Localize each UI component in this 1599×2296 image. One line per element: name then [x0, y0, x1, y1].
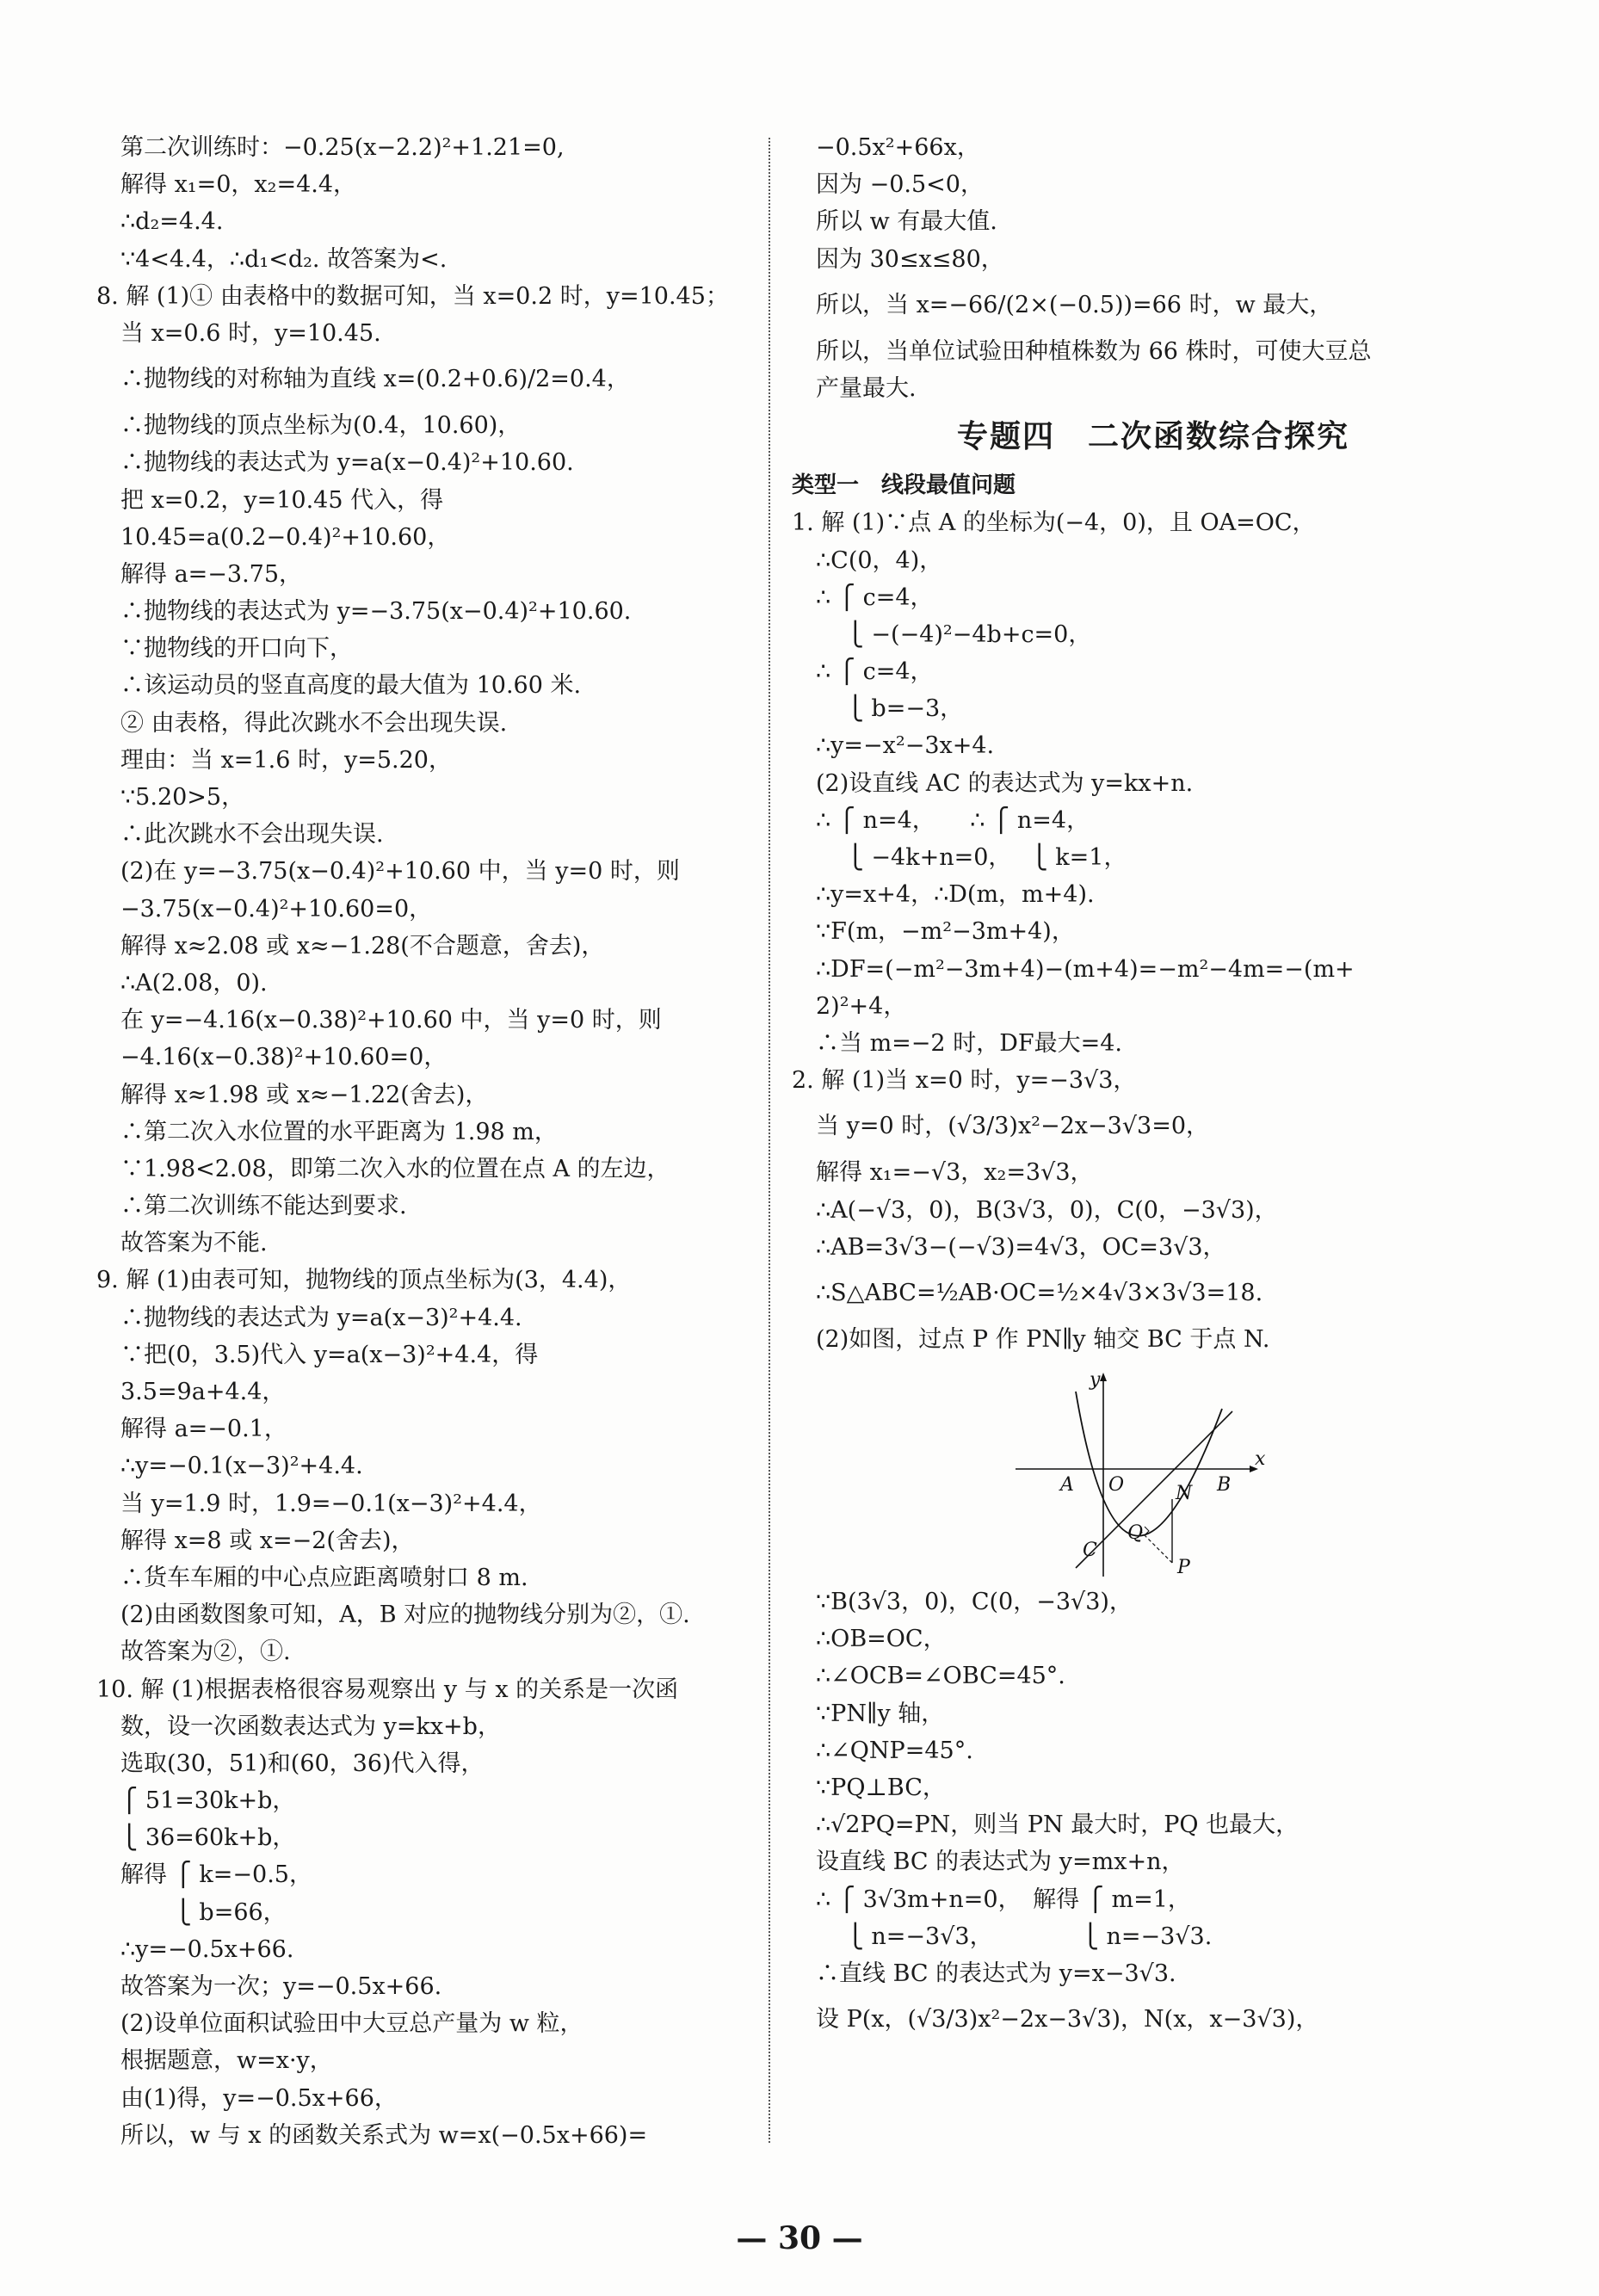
text-line: 在 y=−4.16(x−0.38)²+10.60 中，当 y=0 时，则 — [120, 1007, 662, 1034]
text-line: 解得 ⎧ k=−0.5， — [120, 1861, 312, 1889]
label-q: Q — [1127, 1522, 1144, 1545]
parabola-figure — [1007, 1370, 1265, 1577]
text-line: ∴第二次入水位置的水平距离为 1.98 m， — [120, 1118, 558, 1145]
text-line: 当 y=1.9 时，1.9=−0.1(x−3)²+4.4， — [120, 1490, 542, 1517]
text-line: 当 y=0 时，(√3/3)x²−2x−3√3=0， — [816, 1113, 1210, 1140]
text-line: −0.5x²+66x， — [816, 134, 980, 161]
text-line: 理由：当 x=1.6 时，y=5.20， — [120, 746, 452, 774]
text-line: ∴OB=OC， — [816, 1626, 947, 1653]
text-line: ∵PN∥y 轴， — [816, 1700, 945, 1727]
text-line: ∴直线 BC 的表达式为 y=x−3√3. — [816, 1960, 1176, 1987]
label-y: y — [1090, 1370, 1101, 1392]
label-b: B — [1217, 1474, 1232, 1497]
text-line: 故答案为一次；y=−0.5x+66. — [120, 1973, 442, 2000]
text-line: 根据题意，w=x·y， — [120, 2047, 333, 2075]
label-c: C — [1083, 1540, 1097, 1562]
label-p: P — [1177, 1557, 1190, 1577]
text-line: 因为 30≤x≤80， — [816, 245, 1004, 273]
text-line: ∴抛物线的表达式为 y=a(x−0.4)²+10.60. — [120, 449, 574, 477]
text-line: ∵4<4.4，∴d₁<d₂. 故答案为<. — [120, 245, 448, 273]
text-line: 选取(30，51)和(60，36)代入得， — [120, 1750, 485, 1777]
text-line: ∵PQ⊥BC， — [816, 1774, 946, 1801]
text-line: 数，设一次函数表达式为 y=kx+b， — [120, 1713, 501, 1740]
text-line: ⎩ b=−3， — [816, 695, 964, 723]
text-line: (2)由函数图象可知，A，B 对应的抛物线分别为②，①. — [120, 1602, 690, 1629]
text-line: 所以，当单位试验田种植株数为 66 株时，可使大豆总 — [816, 337, 1372, 365]
right-column — [792, 129, 1515, 2047]
y-axis-arrow — [1100, 1373, 1107, 1381]
text-line: ∴ ⎧ n=4， ∴ ⎧ n=4， — [816, 806, 1090, 834]
text-line: ∵1.98<2.08，即第二次入水的位置在点 A 的左边， — [120, 1155, 670, 1182]
text-line: 所以 w 有最大值. — [816, 208, 997, 236]
subsection-heading: 类型一 线段最值问题 — [792, 472, 1016, 499]
text-line: 所以，当 x=−66/(2×(−0.5))=66 时，w 最大， — [816, 291, 1333, 318]
text-line: ∴A(2.08，0). — [120, 969, 268, 997]
text-line: ∴DF=(−m²−3m+4)−(m+4)=−m²−4m=−(m+ — [816, 955, 1355, 983]
text-line: 故答案为不能. — [120, 1230, 268, 1257]
text-line: ∴抛物线的对称轴为直线 x=(0.2+0.6)/2=0.4， — [120, 366, 630, 393]
text-line: ∴ ⎧ 3√3m+n=0， 解得 ⎧ m=1， — [816, 1886, 1191, 1913]
segment-pq — [1140, 1531, 1172, 1563]
text-line: 所以，w 与 x 的函数关系式为 w=x(−0.5x+66)= — [120, 2121, 648, 2149]
text-line: (2)设直线 AC 的表达式为 y=kx+n. — [816, 769, 1194, 797]
text-line: ∴y=−0.1(x−3)²+4.4. — [120, 1453, 363, 1480]
text-line: 3.5=9a+4.4， — [120, 1379, 286, 1405]
text-line: ∴抛物线的表达式为 y=a(x−3)²+4.4. — [120, 1304, 522, 1331]
parabola-curve — [1076, 1392, 1222, 1536]
text-line: (2)在 y=−3.75(x−0.4)²+10.60 中，当 y=0 时，则 — [120, 858, 680, 886]
text-line: 第二次训练时：−0.25(x−2.2)²+1.21=0, — [120, 134, 565, 161]
text-line: ∴抛物线的顶点坐标为(0.4，10.60)， — [120, 412, 522, 440]
text-line: ∴y=x+4，∴D(m，m+4). — [816, 881, 1095, 909]
parabola-diagram — [1007, 1370, 1265, 1577]
text-line: (2)设单位面积试验田中大豆总产量为 w 粒， — [120, 2010, 583, 2038]
text-line: ∴∠QNP=45°. — [816, 1737, 973, 1764]
text-line: 解得 x₁=0，x₂=4.4， — [120, 171, 357, 199]
label-o: O — [1108, 1474, 1125, 1497]
text-line: ∴√2PQ=PN，则当 PN 最大时，PQ 也最大， — [816, 1811, 1300, 1839]
text-line: 9. 解 (1)由表可知，抛物线的顶点坐标为(3，4.4)， — [96, 1267, 632, 1294]
text-line: ∴∠OCB=∠OBC=45°. — [816, 1663, 1065, 1690]
text-line: 产量最大. — [816, 374, 917, 402]
text-line: ∵5.20>5， — [120, 784, 245, 811]
text-line: ∴C(0，4)， — [816, 546, 943, 574]
text-line: ∴y=−0.5x+66. — [120, 1935, 294, 1963]
text-line: 2)²+4， — [816, 992, 907, 1020]
text-line: ⎩ −4k+n=0， ⎩ k=1， — [816, 844, 1127, 871]
right-column-top — [792, 129, 1515, 1358]
text-line: ∴该运动员的竖直高度的最大值为 10.60 米. — [120, 672, 582, 700]
text-line: 因为 −0.5<0， — [816, 171, 984, 199]
text-line: 8. 解 (1)① 由表格中的数据可知，当 x=0.2 时，y=10.45； — [96, 282, 729, 310]
section-heading: 专题四 二次函数综合探究 — [956, 419, 1349, 455]
text-line: 解得 x₁=−√3，x₂=3√3， — [816, 1159, 1094, 1187]
text-line: 解得 a=−3.75， — [120, 560, 303, 588]
text-line: ∴S△ABC=½AB·OC=½×4√3×3√3=18. — [816, 1279, 1263, 1306]
text-line: ⎩ b=66， — [120, 1898, 287, 1926]
text-line: 解得 a=−0.1， — [120, 1416, 287, 1443]
text-line: ∴此次跳水不会出现失误. — [120, 821, 384, 849]
text-line: 10. 解 (1)根据表格很容易观察出 y 与 x 的关系是一次函 — [96, 1676, 679, 1703]
text-line: ∴当 m=−2 时，DF最大=4. — [816, 1029, 1122, 1057]
right-column-bottom — [792, 1583, 1515, 2047]
text-line: 10.45=a(0.2−0.4)²+10.60， — [120, 523, 451, 551]
page-number: — 30 — — [736, 2220, 863, 2256]
text-line: 把 x=0.2，y=10.45 代入，得 — [120, 486, 444, 514]
text-line: −4.16(x−0.38)²+10.60=0， — [120, 1044, 448, 1071]
text-line: 由(1)得，y=−0.5x+66， — [120, 2084, 398, 2112]
text-line: 设 P(x，(√3/3)x²−2x−3√3)，N(x，x−3√3)， — [816, 2006, 1319, 2034]
text-line: ∴A(−√3，0)，B(3√3，0)，C(0，−3√3)， — [816, 1196, 1278, 1224]
text-line: ∵抛物线的开口向下， — [120, 635, 353, 663]
label-n: N — [1176, 1483, 1193, 1505]
text-line: 2. 解 (1)当 x=0 时，y=−3√3， — [792, 1067, 1137, 1095]
text-line: ⎩ 36=60k+b， — [120, 1824, 296, 1852]
text-line: ∴ ⎧ c=4， — [816, 583, 934, 611]
text-line: ⎩ −(−4)²−4b+c=0， — [816, 620, 1092, 648]
text-line: ∴y=−x²−3x+4. — [816, 732, 995, 760]
text-line: −3.75(x−0.4)²+10.60=0， — [120, 895, 433, 923]
text-line: ∵把(0，3.5)代入 y=a(x−3)²+4.4，得 — [120, 1341, 539, 1368]
text-line: ∴第二次训练不能达到要求. — [120, 1193, 407, 1220]
text-line: ∴抛物线的表达式为 y=−3.75(x−0.4)²+10.60. — [120, 598, 632, 626]
text-line: ∴AB=3√3−(−√3)=4√3，OC=3√3， — [816, 1233, 1226, 1261]
text-line: ∴ ⎧ c=4， — [816, 658, 934, 686]
text-line: 解得 x≈2.08 或 x≈−1.28(不合题意，舍去)， — [120, 932, 605, 960]
label-a: A — [1060, 1474, 1074, 1497]
text-line: ∴d₂=4.4. — [120, 208, 224, 236]
text-line: ∵B(3√3，0)，C(0，−3√3)， — [816, 1589, 1133, 1616]
text-line: 当 x=0.6 时，y=10.45. — [120, 319, 381, 347]
left-column — [96, 129, 759, 2154]
text-line: 故答案为②，①. — [120, 1639, 291, 1666]
text-line: 解得 x≈1.98 或 x≈−1.22(舍去)， — [120, 1081, 489, 1108]
text-line: ∴货车车厢的中心点应距离喷射口 8 m. — [120, 1564, 528, 1591]
text-line: ⎩ n=−3√3， ⎩ n=−3√3. — [816, 1923, 1213, 1950]
column-divider — [769, 138, 770, 2143]
text-line: ∵F(m，−m²−3m+4)， — [816, 918, 1075, 946]
text-line: ⎧ 51=30k+b， — [120, 1787, 296, 1815]
text-line: 解得 x=8 或 x=−2(舍去)， — [120, 1527, 415, 1554]
text-line: 1. 解 (1)∵点 A 的坐标为(−4，0)，且 OA=OC， — [792, 509, 1316, 537]
text-line: ② 由表格，得此次跳水不会出现失误. — [120, 709, 508, 737]
text-line: 设直线 BC 的表达式为 y=mx+n， — [816, 1849, 1185, 1876]
label-x: x — [1255, 1448, 1265, 1471]
text-line: (2)如图，过点 P 作 PN∥y 轴交 BC 于点 N. — [816, 1325, 1270, 1353]
